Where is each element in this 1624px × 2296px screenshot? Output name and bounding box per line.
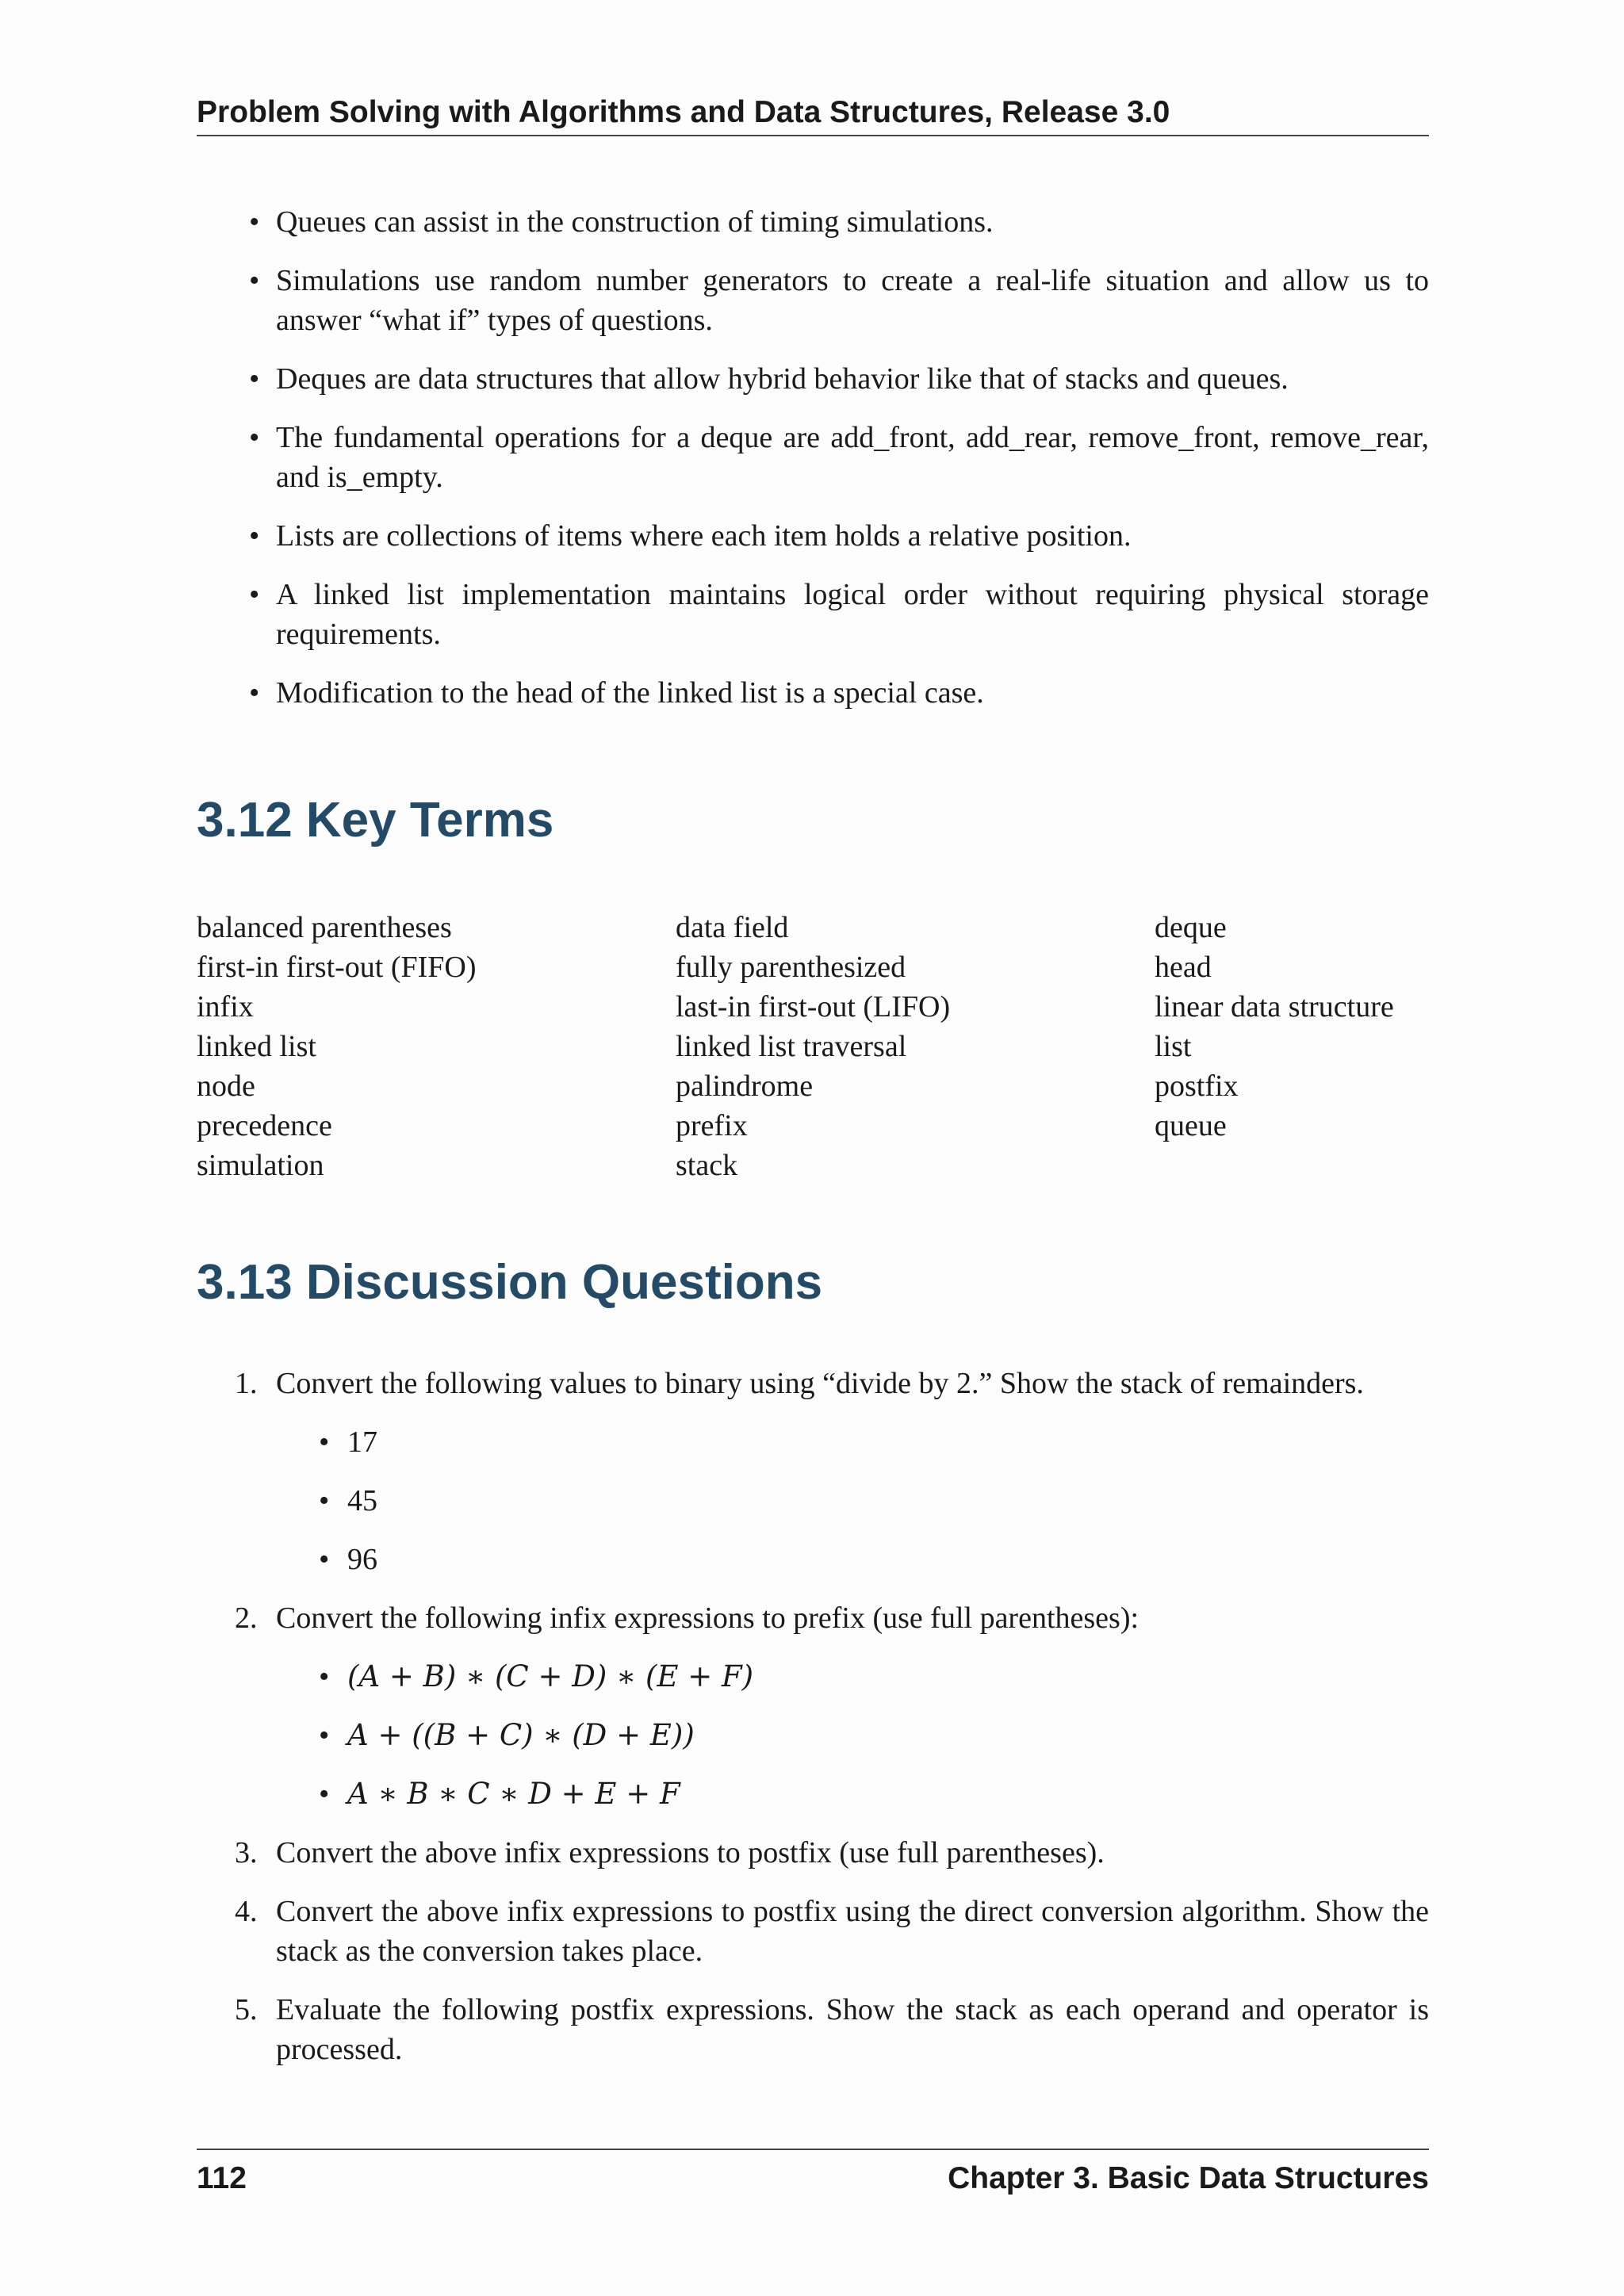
sub-item bbox=[276, 1422, 1429, 1462]
question-text: Convert the following values to binary using “divide by 2.” Show the stack of remainders. bbox=[276, 1367, 1364, 1400]
question-number: 3. bbox=[235, 1836, 258, 1869]
summary-item bbox=[197, 516, 1429, 556]
summary-item bbox=[197, 418, 1429, 497]
bullet-icon: • bbox=[249, 519, 260, 553]
question-number: 4. bbox=[235, 1895, 258, 1928]
sub-item bbox=[276, 1657, 1429, 1697]
sub-item-value: 96 bbox=[347, 1543, 377, 1576]
key-term: data field bbox=[676, 911, 789, 944]
key-term: linked list traversal bbox=[676, 1030, 907, 1063]
math-expression: A + ((B + C) ∗ (D + E)) bbox=[347, 1718, 695, 1752]
key-term: prefix bbox=[676, 1109, 748, 1142]
discussion-questions-list bbox=[197, 1364, 1429, 2088]
running-header: Problem Solving with Algorithms and Data Structures, Release 3.0 bbox=[197, 92, 1429, 136]
key-term: precedence bbox=[197, 1109, 332, 1142]
summary-item-text: The fundamental operations for a deque are add_front, add_rear, remove_front, remove_rear, and is_empty. bbox=[276, 421, 1429, 494]
question-sub-list bbox=[276, 1422, 1429, 1579]
question-text: Convert the following infix expressions to prefix (use full parentheses): bbox=[276, 1601, 1139, 1635]
key-term: palindrome bbox=[676, 1070, 814, 1103]
summary-item bbox=[197, 202, 1429, 242]
key-term: postfix bbox=[1155, 1070, 1239, 1103]
sub-item-value: 17 bbox=[347, 1425, 377, 1459]
summary-item bbox=[197, 575, 1429, 654]
key-term: deque bbox=[1155, 911, 1227, 944]
question-text: Evaluate the following postfix expressions. Show the stack as each operand and operator is processed. bbox=[276, 1993, 1429, 2066]
bullet-icon: • bbox=[249, 362, 260, 396]
question-item bbox=[197, 1892, 1429, 1971]
question-item bbox=[197, 1990, 1429, 2069]
key-terms-table bbox=[197, 908, 1429, 1185]
question-number: 2. bbox=[235, 1601, 258, 1635]
math-expression: (A + B) ∗ (C + D) ∗ (E + F) bbox=[347, 1659, 754, 1693]
sub-item bbox=[276, 1716, 1429, 1755]
sub-item bbox=[276, 1774, 1429, 1814]
key-term: stack bbox=[676, 1149, 738, 1182]
bullet-icon: • bbox=[319, 1719, 330, 1752]
question-text: Convert the above infix expressions to postfix using the direct conversion algorithm. Show the stack as the conversion takes place. bbox=[276, 1895, 1429, 1968]
summary-item-text: Simulations use random number generators to create a real-life situation and allow us to answer “what if” types of questions. bbox=[276, 264, 1429, 337]
section-heading-discussion-questions: 3.13 Discussion Questions bbox=[197, 1255, 823, 1310]
key-term: linear data structure bbox=[1155, 990, 1394, 1024]
key-term: infix bbox=[197, 990, 254, 1024]
summary-item-text: Deques are data structures that allow hybrid behavior like that of stacks and queues. bbox=[276, 362, 1289, 396]
bullet-icon: • bbox=[249, 264, 260, 297]
key-term: fully parenthesized bbox=[676, 951, 906, 984]
question-item bbox=[197, 1364, 1429, 1579]
chapter-title: Chapter 3. Basic Data Structures bbox=[948, 2161, 1429, 2195]
summary-item bbox=[197, 673, 1429, 713]
question-number: 5. bbox=[235, 1993, 258, 2026]
key-term: linked list bbox=[197, 1030, 316, 1063]
bullet-icon: • bbox=[249, 205, 260, 239]
key-term: list bbox=[1155, 1030, 1192, 1063]
bullet-icon: • bbox=[319, 1425, 330, 1459]
key-term: last-in first-out (LIFO) bbox=[676, 990, 951, 1024]
math-expression: A ∗ B ∗ C ∗ D + E + F bbox=[347, 1777, 680, 1811]
question-text: Convert the above infix expressions to postfix (use full parentheses). bbox=[276, 1836, 1105, 1869]
sub-item bbox=[276, 1540, 1429, 1579]
page-number: 112 bbox=[197, 2161, 247, 2195]
page-footer bbox=[197, 2158, 1429, 2199]
summary-item bbox=[197, 359, 1429, 399]
question-item bbox=[197, 1833, 1429, 1873]
footer-rule bbox=[197, 2149, 1429, 2150]
key-term: head bbox=[1155, 951, 1212, 984]
key-term: queue bbox=[1155, 1109, 1227, 1142]
summary-list bbox=[197, 202, 1429, 732]
key-term: balanced parentheses bbox=[197, 911, 452, 944]
summary-item-text: A linked list implementation maintains logical order without requiring physical storage requirements. bbox=[276, 578, 1429, 651]
question-sub-list bbox=[276, 1657, 1429, 1814]
bullet-icon: • bbox=[319, 1777, 330, 1811]
bullet-icon: • bbox=[319, 1543, 330, 1576]
bullet-icon: • bbox=[249, 676, 260, 710]
question-number: 1. bbox=[235, 1367, 258, 1400]
key-term: simulation bbox=[197, 1149, 324, 1182]
key-term: first-in first-out (FIFO) bbox=[197, 951, 477, 984]
bullet-icon: • bbox=[319, 1484, 330, 1517]
summary-item-text: Modification to the head of the linked list is a special case. bbox=[276, 676, 984, 710]
question-item bbox=[197, 1598, 1429, 1814]
bullet-icon: • bbox=[319, 1660, 330, 1693]
summary-item-text: Lists are collections of items where each item holds a relative position. bbox=[276, 519, 1132, 553]
summary-item-text: Queues can assist in the construction of timing simulations. bbox=[276, 205, 994, 239]
summary-item bbox=[197, 261, 1429, 340]
key-term: node bbox=[197, 1070, 255, 1103]
sub-item bbox=[276, 1481, 1429, 1521]
sub-item-value: 45 bbox=[347, 1484, 377, 1517]
bullet-icon: • bbox=[249, 421, 260, 454]
bullet-icon: • bbox=[249, 578, 260, 611]
section-heading-key-terms: 3.12 Key Terms bbox=[197, 793, 554, 848]
